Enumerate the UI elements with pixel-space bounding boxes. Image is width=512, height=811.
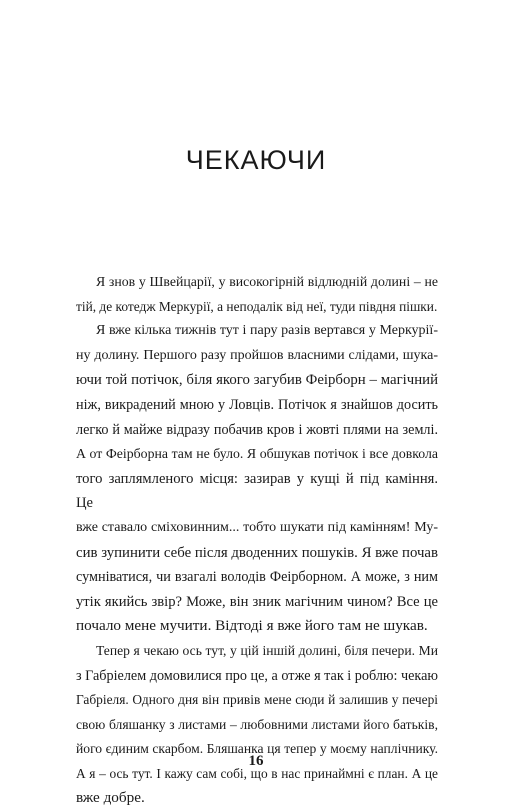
text-line: Я вже кілька тижнів тут і пару разів вертався у Меркурії- (96, 323, 438, 339)
paragraph-1 (76, 270, 438, 319)
text-line: тій, де котедж Меркурії, а неподалік від неї, туди півдня пішки. (76, 298, 438, 314)
paragraph-2 (76, 319, 438, 639)
text-line: А я – ось тут. І кажу сам собі, що в нас принаймні є план. А це (76, 765, 438, 781)
text-line: вже ставало сміховинним... тобто шукати під камінням! Му- (76, 519, 438, 535)
text-line: ніж, викрадений мною у Ловців. Потічок я знайшов досить (76, 396, 438, 413)
paragraph-3 (76, 639, 438, 811)
text-line: ючи той потічок, біля якого загубив Феірборн – магічний (76, 372, 438, 389)
text-line: ну долину. Першого разу пройшов власними слідами, шука- (76, 347, 438, 363)
text-line: Я знов у Швейцарії, у високогірній відлюдній долині – не (96, 274, 438, 289)
text-line: почало мене мучити. Відтоді я вже його там не шукав. (76, 617, 428, 635)
text-line: з Габріелем домовилися про це, а отже я так і роблю: чекаю (76, 667, 438, 684)
text-line: того заплямленого місця: зазирав у кущі й під каміння. Це (76, 470, 438, 512)
text-line: сумніватися, чи взагалі володів Феірборном. А може, з ним (76, 569, 438, 586)
body-text (76, 270, 438, 811)
text-line: Габріеля. Одного дня він привів мене сюди й залишив у печері (76, 692, 438, 708)
text-line: його єдиним скарбом. Бляшанка ця тепер у моєму наплічнику. (76, 741, 438, 757)
text-line: вже добре. (76, 789, 145, 807)
text-line: сив зупинити себе після дводенних пошуків. Я вже почав (76, 544, 438, 561)
text-line: легко й майже відразу побачив кров і жовті плями на землі. (76, 421, 438, 438)
text-line: свою бляшанку з листами – любовними листами його батьків, (76, 716, 438, 732)
text-line: утік якийсь звір? Може, він зник магічним чином? Все це (76, 593, 438, 610)
text-line: Тепер я чекаю ось тут, у цій іншій долині, біля печери. Ми (96, 642, 438, 658)
text-line: А от Феірборна там не було. Я обшукав потічок і все довкола (76, 446, 438, 462)
chapter-title: ЧЕКАЮЧИ (185, 145, 327, 175)
page-number: 16 (248, 753, 264, 769)
